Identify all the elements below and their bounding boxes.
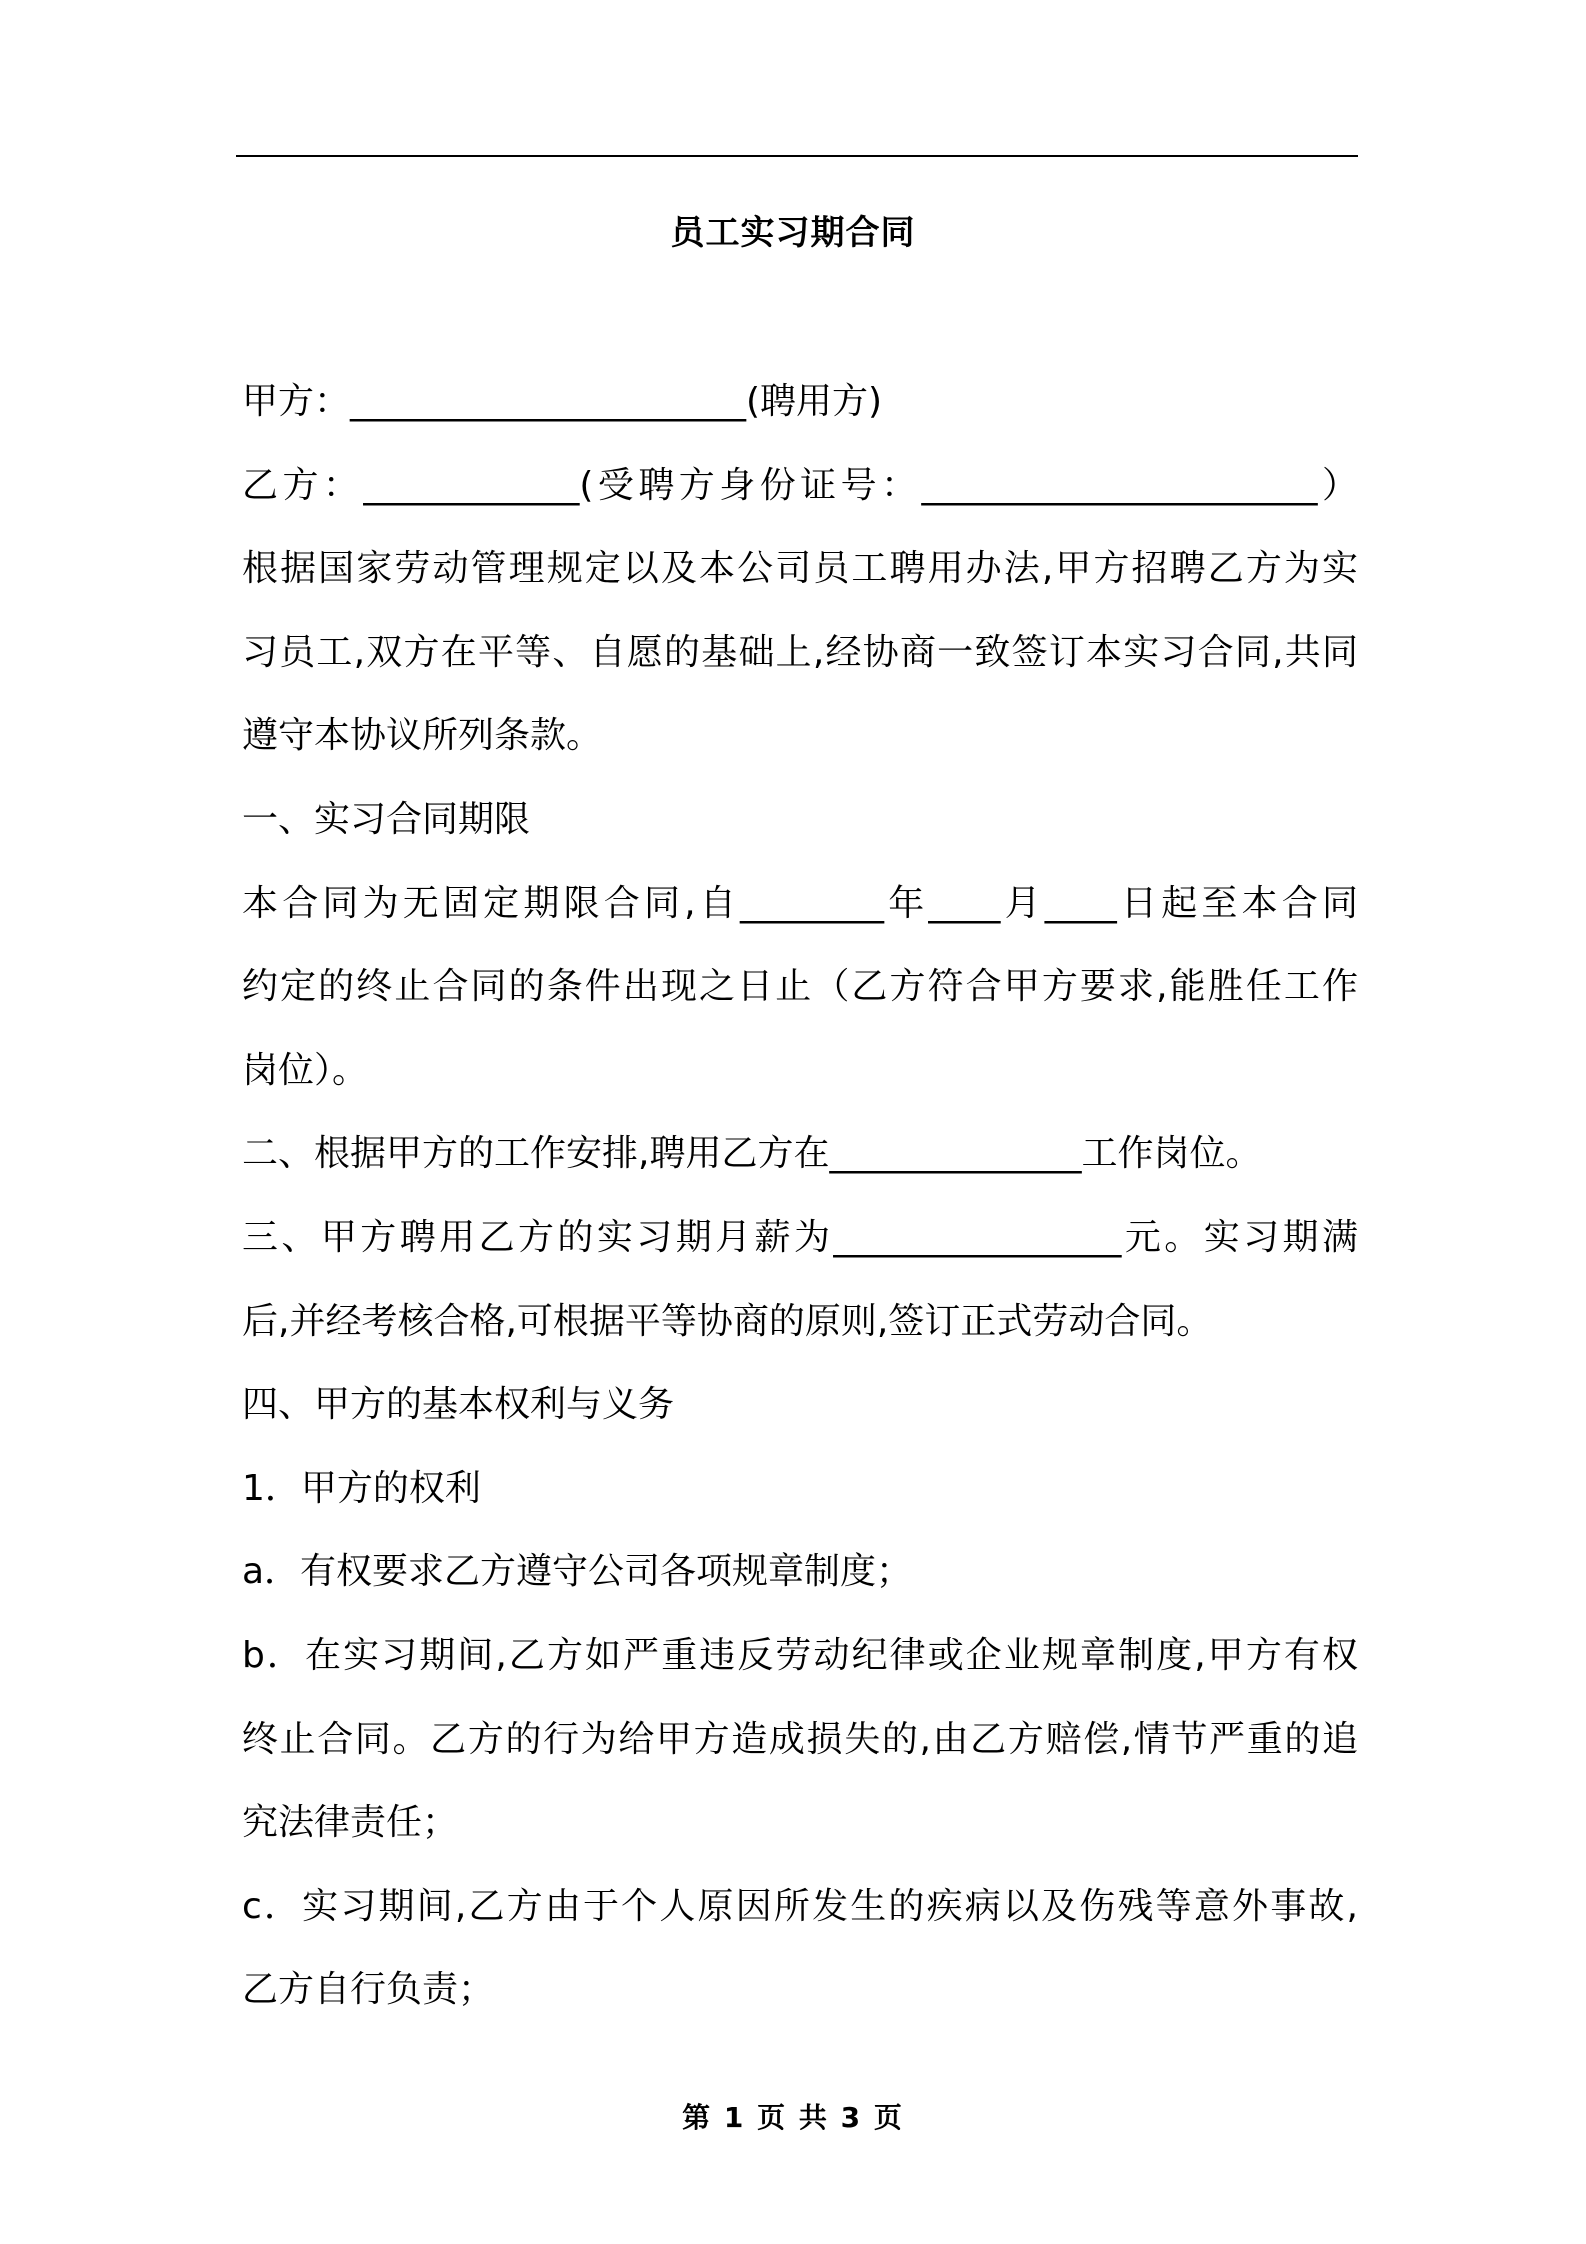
body-line: 后,并经考核合格,可根据平等协商的原则,签订正式劳动合同。 <box>242 1300 1213 1342</box>
list-item: a．有权要求乙方遵守公司各项规章制度； <box>242 1551 913 1593</box>
body-line: 乙方自行负责； <box>242 1969 495 2011</box>
party-b-line: 乙方：____________(受聘方身份证号：______________________） <box>242 464 1358 506</box>
document-title: 员工实习期合同 <box>670 213 916 253</box>
list-item: b．在实习期间,乙方如严重违反劳动纪律或企业规章制度,甲方有权 <box>242 1634 1358 1676</box>
section-heading: 四、甲方的基本权利与义务 <box>242 1384 675 1426</box>
body-line: 岗位）。 <box>242 1049 369 1091</box>
page-footer: 第 1 页 共 3 页 <box>682 2101 904 2134</box>
body-line: 习员工,双方在平等、自愿的基础上,经协商一致签订本实习合同,共同 <box>242 631 1358 673</box>
body-line: 根据国家劳动管理规定以及本公司员工聘用办法,甲方招聘乙方为实 <box>242 548 1358 590</box>
document-body <box>242 360 1358 2032</box>
party-a-line: 甲方：______________________(聘用方) <box>242 381 883 422</box>
section-heading: 三、甲方聘用乙方的实习期月薪为________________元。实习期满 <box>242 1216 1358 1258</box>
body-line: 终止合同。乙方的行为给甲方造成损失的,由乙方赔偿,情节严重的追 <box>242 1718 1358 1760</box>
body-line: 遵守本协议所列条款。 <box>242 715 603 757</box>
subsection-heading: 1．甲方的权利 <box>242 1467 481 1509</box>
section-heading: 一、实习合同期限 <box>242 798 531 840</box>
body-line: 本合同为无固定期限合同,自________年____月____日起至本合同 <box>242 882 1358 924</box>
list-item: c．实习期间,乙方由于个人原因所发生的疾病以及伤残等意外事故, <box>242 1885 1358 1927</box>
section-heading: 二、根据甲方的工作安排,聘用乙方在______________工作岗位。 <box>242 1133 1262 1175</box>
body-line: 约定的终止合同的条件出现之日止（乙方符合甲方要求,能胜任工作 <box>242 966 1358 1008</box>
body-line: 究法律责任； <box>242 1802 459 1844</box>
header-rule <box>236 155 1358 157</box>
